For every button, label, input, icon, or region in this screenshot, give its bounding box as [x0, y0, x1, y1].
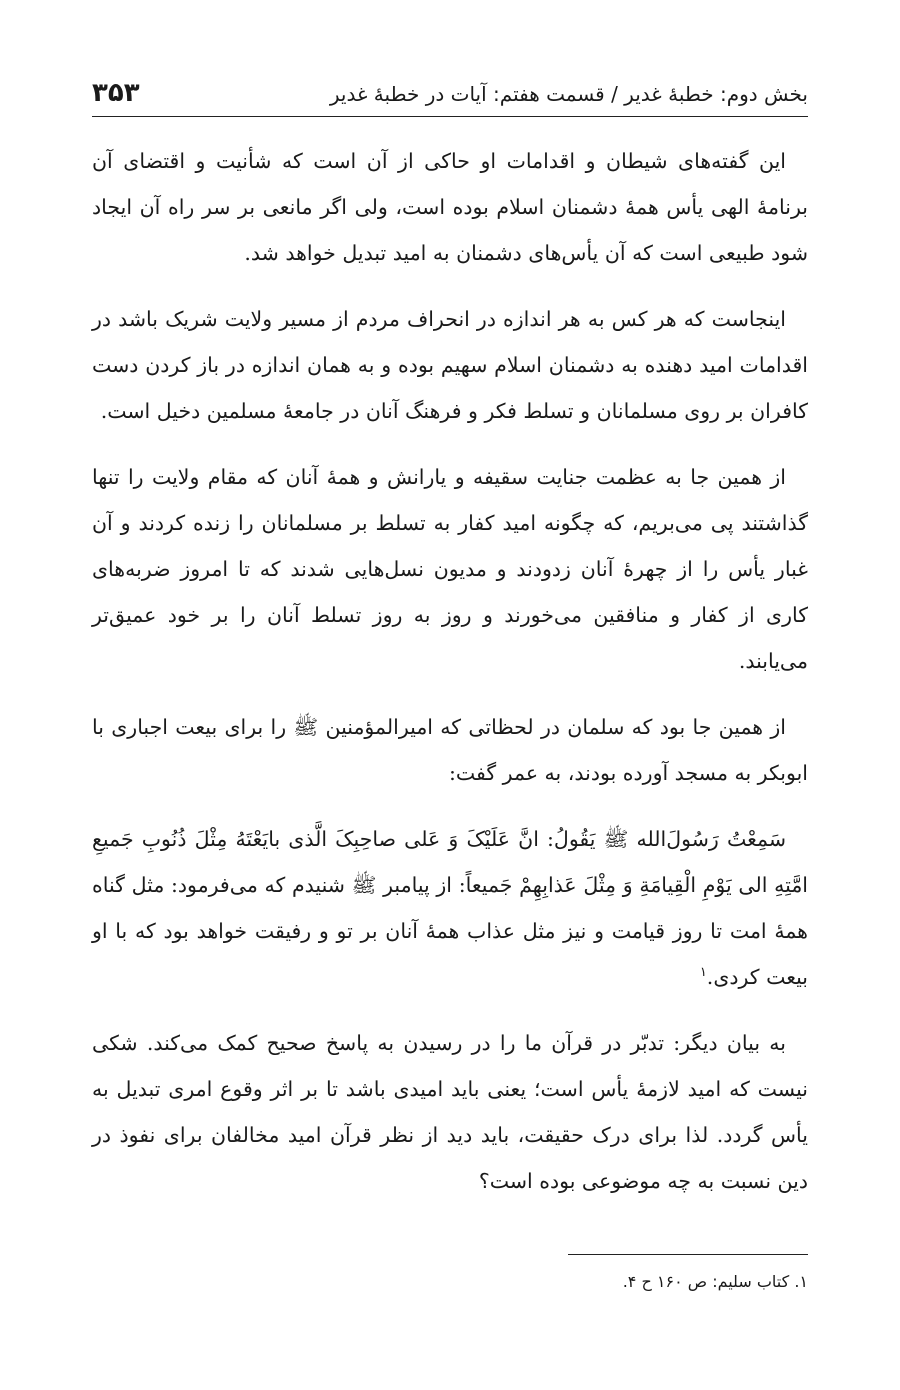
paragraph-3: از همین جا به عظمت جنایت سقیفه و یارانش و همۀ آنان که مقام ولایت را تنها گذاشتند پی می‌بریم، که چگونه امید کفار به تسلط بر مسلمانان را زنده کردند و آن غبار یأس را از چهرۀ آنان زدودند و مدیون نسل‌هایی شدند که تا امروز ضربه‌های کاری از کفار و منافقین می‌خورند و روز به روز تسلط آنان را بر خود عمیق‌تر می‌یابند. — [92, 465, 808, 673]
page-number: ۳۵۳ — [92, 78, 140, 108]
closing-paragraph: به بیان دیگر: تدبّر در قرآن ما را در رسیدن به پاسخ صحیح کمک می‌کند. شکی نیست که امید لازمۀ یأس است؛ یعنی باید امیدی باشد تا بر اثر وقوع امری تبدیل به یأس گردد. لذا برای درک حقیقت، باید دید از نظر قرآن امید مخالفان برای نفوذ در دین نسبت به چه موضوعی بوده است؟ — [92, 1031, 808, 1193]
paragraph-2: اینجاست که هر کس به هر اندازه در انحراف مردم از مسیر ولایت شریک باشد در اقدامات امید دهنده به دشمنان اسلام سهیم بوده و به همان اندازه در باز کردن دست کافران بر روی مسلمانان و تسلط فکر و فرهنگ آنان در جامعۀ مسلمین دخیل است. — [92, 307, 808, 423]
footnote-mark: ۱ — [699, 965, 707, 981]
running-header — [92, 70, 808, 117]
hadith-arabic: سَمِعْتُ رَسُولَ‌الله ﷺ یَقُولُ: انَّ عَلَیْکَ وَ عَلی صاحِبِکَ الَّذی بایَعْتَهُ مِثْلَ ذُنُوبِ جَمیعِ امَّتِهِ الی یَوْمِ الْقِیامَةِ وَ مِثْلَ عَذابِهِمْ جَمیعاً: — [92, 827, 809, 897]
header-title: بخش دوم: خطبۀ غدیر / قسمت هفتم: آیات در خطبۀ غدیر — [329, 82, 808, 106]
footnote-divider — [568, 1254, 808, 1255]
footnote: ۱. کتاب سلیم: ص ۱۶۰ ح ۴. — [622, 1272, 808, 1291]
paragraph-4: از همین جا بود که سلمان در لحظاتی که امیرالمؤمنین ﷺ را برای بیعت اجباری با ابوبکر به مسجد آورده بودند، به عمر گفت: — [92, 715, 808, 785]
page — [92, 0, 808, 1390]
body-text — [92, 138, 808, 1224]
paragraph-1: این گفته‌های شیطان و اقدامات او حاکی از آن است که شأنیت و اقتضای آن برنامۀ الهی یأس همۀ دشمنان اسلام بوده است، ولی اگر مانعی بر سر راه آن ایجاد شود طبیعی است که آن یأس‌های دشمنان به امید تبدیل خواهد شد. — [92, 149, 808, 265]
hadith-quote — [92, 816, 808, 1000]
hadith-translation: از پیامبر ﷺ شنیدم که می‌فرمود: مثل گناه همۀ امت تا روز قیامت و نیز مثل عذاب همۀ آنان بر تو و رفیقت خواهد بود که با او بیعت کردی. — [92, 873, 808, 989]
